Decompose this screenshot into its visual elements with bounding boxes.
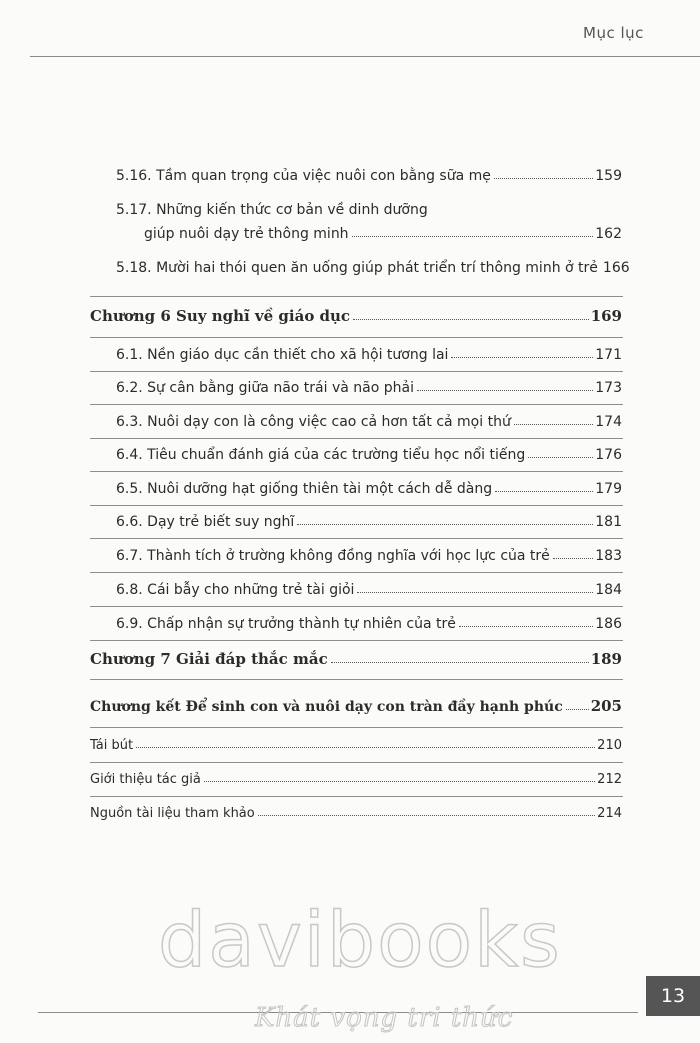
watermark-tagline: Khát vọng tri thức bbox=[255, 1003, 514, 1033]
toc-afterword bbox=[90, 738, 622, 753]
toc-entry-5-16 bbox=[116, 168, 622, 184]
divider bbox=[90, 679, 623, 680]
toc-entry-title: Giới thiệu tác giả bbox=[90, 772, 201, 787]
toc-chapter-page: 189 bbox=[590, 650, 622, 668]
toc-entry-5-17 bbox=[116, 202, 436, 218]
toc-entry-page: 159 bbox=[595, 168, 622, 184]
toc-entry-page: 162 bbox=[595, 226, 622, 242]
divider bbox=[90, 538, 623, 539]
dot-leader bbox=[494, 177, 593, 179]
dot-leader bbox=[459, 625, 593, 627]
dot-leader bbox=[417, 389, 593, 391]
toc-entry-title: 6.5. Nuôi dưỡng hạt giống thiên tài một cách dễ dàng bbox=[116, 481, 493, 497]
dot-leader bbox=[566, 708, 589, 710]
page-number-badge: 13 bbox=[646, 976, 700, 1016]
toc-entry-page: 176 bbox=[595, 447, 622, 463]
toc-entry-page: 171 bbox=[595, 347, 622, 363]
divider bbox=[90, 296, 623, 297]
toc-entry-6-9 bbox=[116, 616, 622, 632]
dot-leader bbox=[204, 780, 595, 782]
toc-entry-page: 212 bbox=[597, 772, 622, 787]
toc-chapter-page: 205 bbox=[590, 697, 622, 715]
toc-entry-page: 174 bbox=[595, 414, 622, 430]
toc-entry-title: 5.16. Tầm quan trọng của việc nuôi con bằng sữa mẹ bbox=[116, 168, 491, 184]
toc-entry-6-5 bbox=[116, 481, 622, 497]
header-divider bbox=[30, 56, 700, 57]
dot-leader bbox=[353, 318, 589, 320]
toc-entry-title: 5.17. Những kiến thức cơ bản về dinh dưỡng bbox=[116, 202, 428, 218]
dot-leader bbox=[331, 661, 589, 663]
dot-leader bbox=[451, 356, 593, 358]
divider bbox=[90, 606, 623, 607]
toc-entry-6-2 bbox=[116, 380, 622, 396]
divider bbox=[90, 762, 623, 763]
dot-leader bbox=[528, 456, 593, 458]
toc-entry-page: 183 bbox=[595, 548, 622, 564]
dot-leader bbox=[495, 490, 593, 492]
toc-chapter-title: Chương 7 Giải đáp thắc mắc bbox=[90, 650, 328, 668]
toc-entry-page: 186 bbox=[595, 616, 622, 632]
dot-leader bbox=[514, 423, 593, 425]
toc-entry-6-4 bbox=[116, 447, 622, 463]
divider bbox=[90, 471, 623, 472]
dot-leader bbox=[297, 523, 593, 525]
toc-entry-title: 5.18. Mười hai thói quen ăn uống giúp phát triển trí thông minh ở trẻ bbox=[116, 260, 598, 276]
dot-leader bbox=[258, 814, 595, 816]
toc-entry-title: 6.8. Cái bẫy cho những trẻ tài giỏi bbox=[116, 582, 355, 598]
toc-entry-6-7 bbox=[116, 548, 622, 564]
toc-entry-6-6 bbox=[116, 514, 622, 530]
toc-entry-title: 6.6. Dạy trẻ biết suy nghĩ bbox=[116, 514, 295, 530]
dot-leader bbox=[136, 746, 595, 748]
toc-references bbox=[90, 806, 622, 821]
toc-entry-page: 166 bbox=[602, 260, 630, 276]
toc-entry-title: 6.7. Thành tích ở trường không đồng nghĩa với học lực của trẻ bbox=[116, 548, 550, 564]
toc-chapter-page: 169 bbox=[590, 307, 622, 325]
divider bbox=[90, 640, 623, 641]
toc-entry-title: 6.3. Nuôi dạy con là công việc cao cả hơn tất cả mọi thứ bbox=[116, 414, 511, 430]
toc-about-author bbox=[90, 772, 622, 787]
toc-chapter-6 bbox=[90, 307, 622, 325]
dot-leader bbox=[352, 235, 594, 237]
toc-entry-page: 214 bbox=[597, 806, 622, 821]
running-header-title: Mục lục bbox=[583, 24, 644, 42]
divider bbox=[90, 727, 623, 728]
divider bbox=[90, 337, 623, 338]
toc-entry-title-continued: giúp nuôi dạy trẻ thông minh bbox=[144, 226, 349, 242]
toc-entry-page: 179 bbox=[595, 481, 622, 497]
divider bbox=[90, 796, 623, 797]
toc-final-chapter bbox=[90, 697, 622, 715]
toc-entry-page: 210 bbox=[597, 738, 622, 753]
toc-entry-title: Tái bút bbox=[90, 738, 134, 753]
toc-entry-title: 6.2. Sự cân bằng giữa não trái và não phải bbox=[116, 380, 414, 396]
toc-chapter-title: Chương kết Để sinh con và nuôi dạy con tràn đầy hạnh phúc bbox=[90, 699, 563, 715]
toc-entry-title: 6.1. Nền giáo dục cần thiết cho xã hội tương lai bbox=[116, 347, 449, 363]
watermark-logo: davibooks bbox=[158, 895, 562, 984]
toc-chapter-title: Chương 6 Suy nghĩ về giáo dục bbox=[90, 307, 351, 325]
toc-entry-page: 181 bbox=[595, 514, 622, 530]
toc-chapter-7 bbox=[90, 650, 622, 668]
toc-entry-title: Nguồn tài liệu tham khảo bbox=[90, 806, 255, 821]
toc-entry-6-1 bbox=[116, 347, 622, 363]
toc-entry-title: 6.4. Tiêu chuẩn đánh giá của các trường tiểu học nổi tiếng bbox=[116, 447, 526, 463]
divider bbox=[90, 371, 623, 372]
toc-entry-6-8 bbox=[116, 582, 622, 598]
toc-entry-6-3 bbox=[116, 414, 622, 430]
toc-entry-5-17-cont bbox=[144, 226, 622, 242]
divider bbox=[90, 404, 623, 405]
divider bbox=[90, 438, 623, 439]
dot-leader bbox=[553, 557, 593, 559]
divider bbox=[90, 572, 623, 573]
toc-entry-page: 173 bbox=[595, 380, 622, 396]
dot-leader bbox=[357, 591, 593, 593]
toc-entry-page: 184 bbox=[595, 582, 622, 598]
divider bbox=[90, 505, 623, 506]
toc-entry-5-18 bbox=[116, 260, 630, 276]
toc-entry-title: 6.9. Chấp nhận sự trưởng thành tự nhiên của trẻ bbox=[116, 616, 456, 632]
